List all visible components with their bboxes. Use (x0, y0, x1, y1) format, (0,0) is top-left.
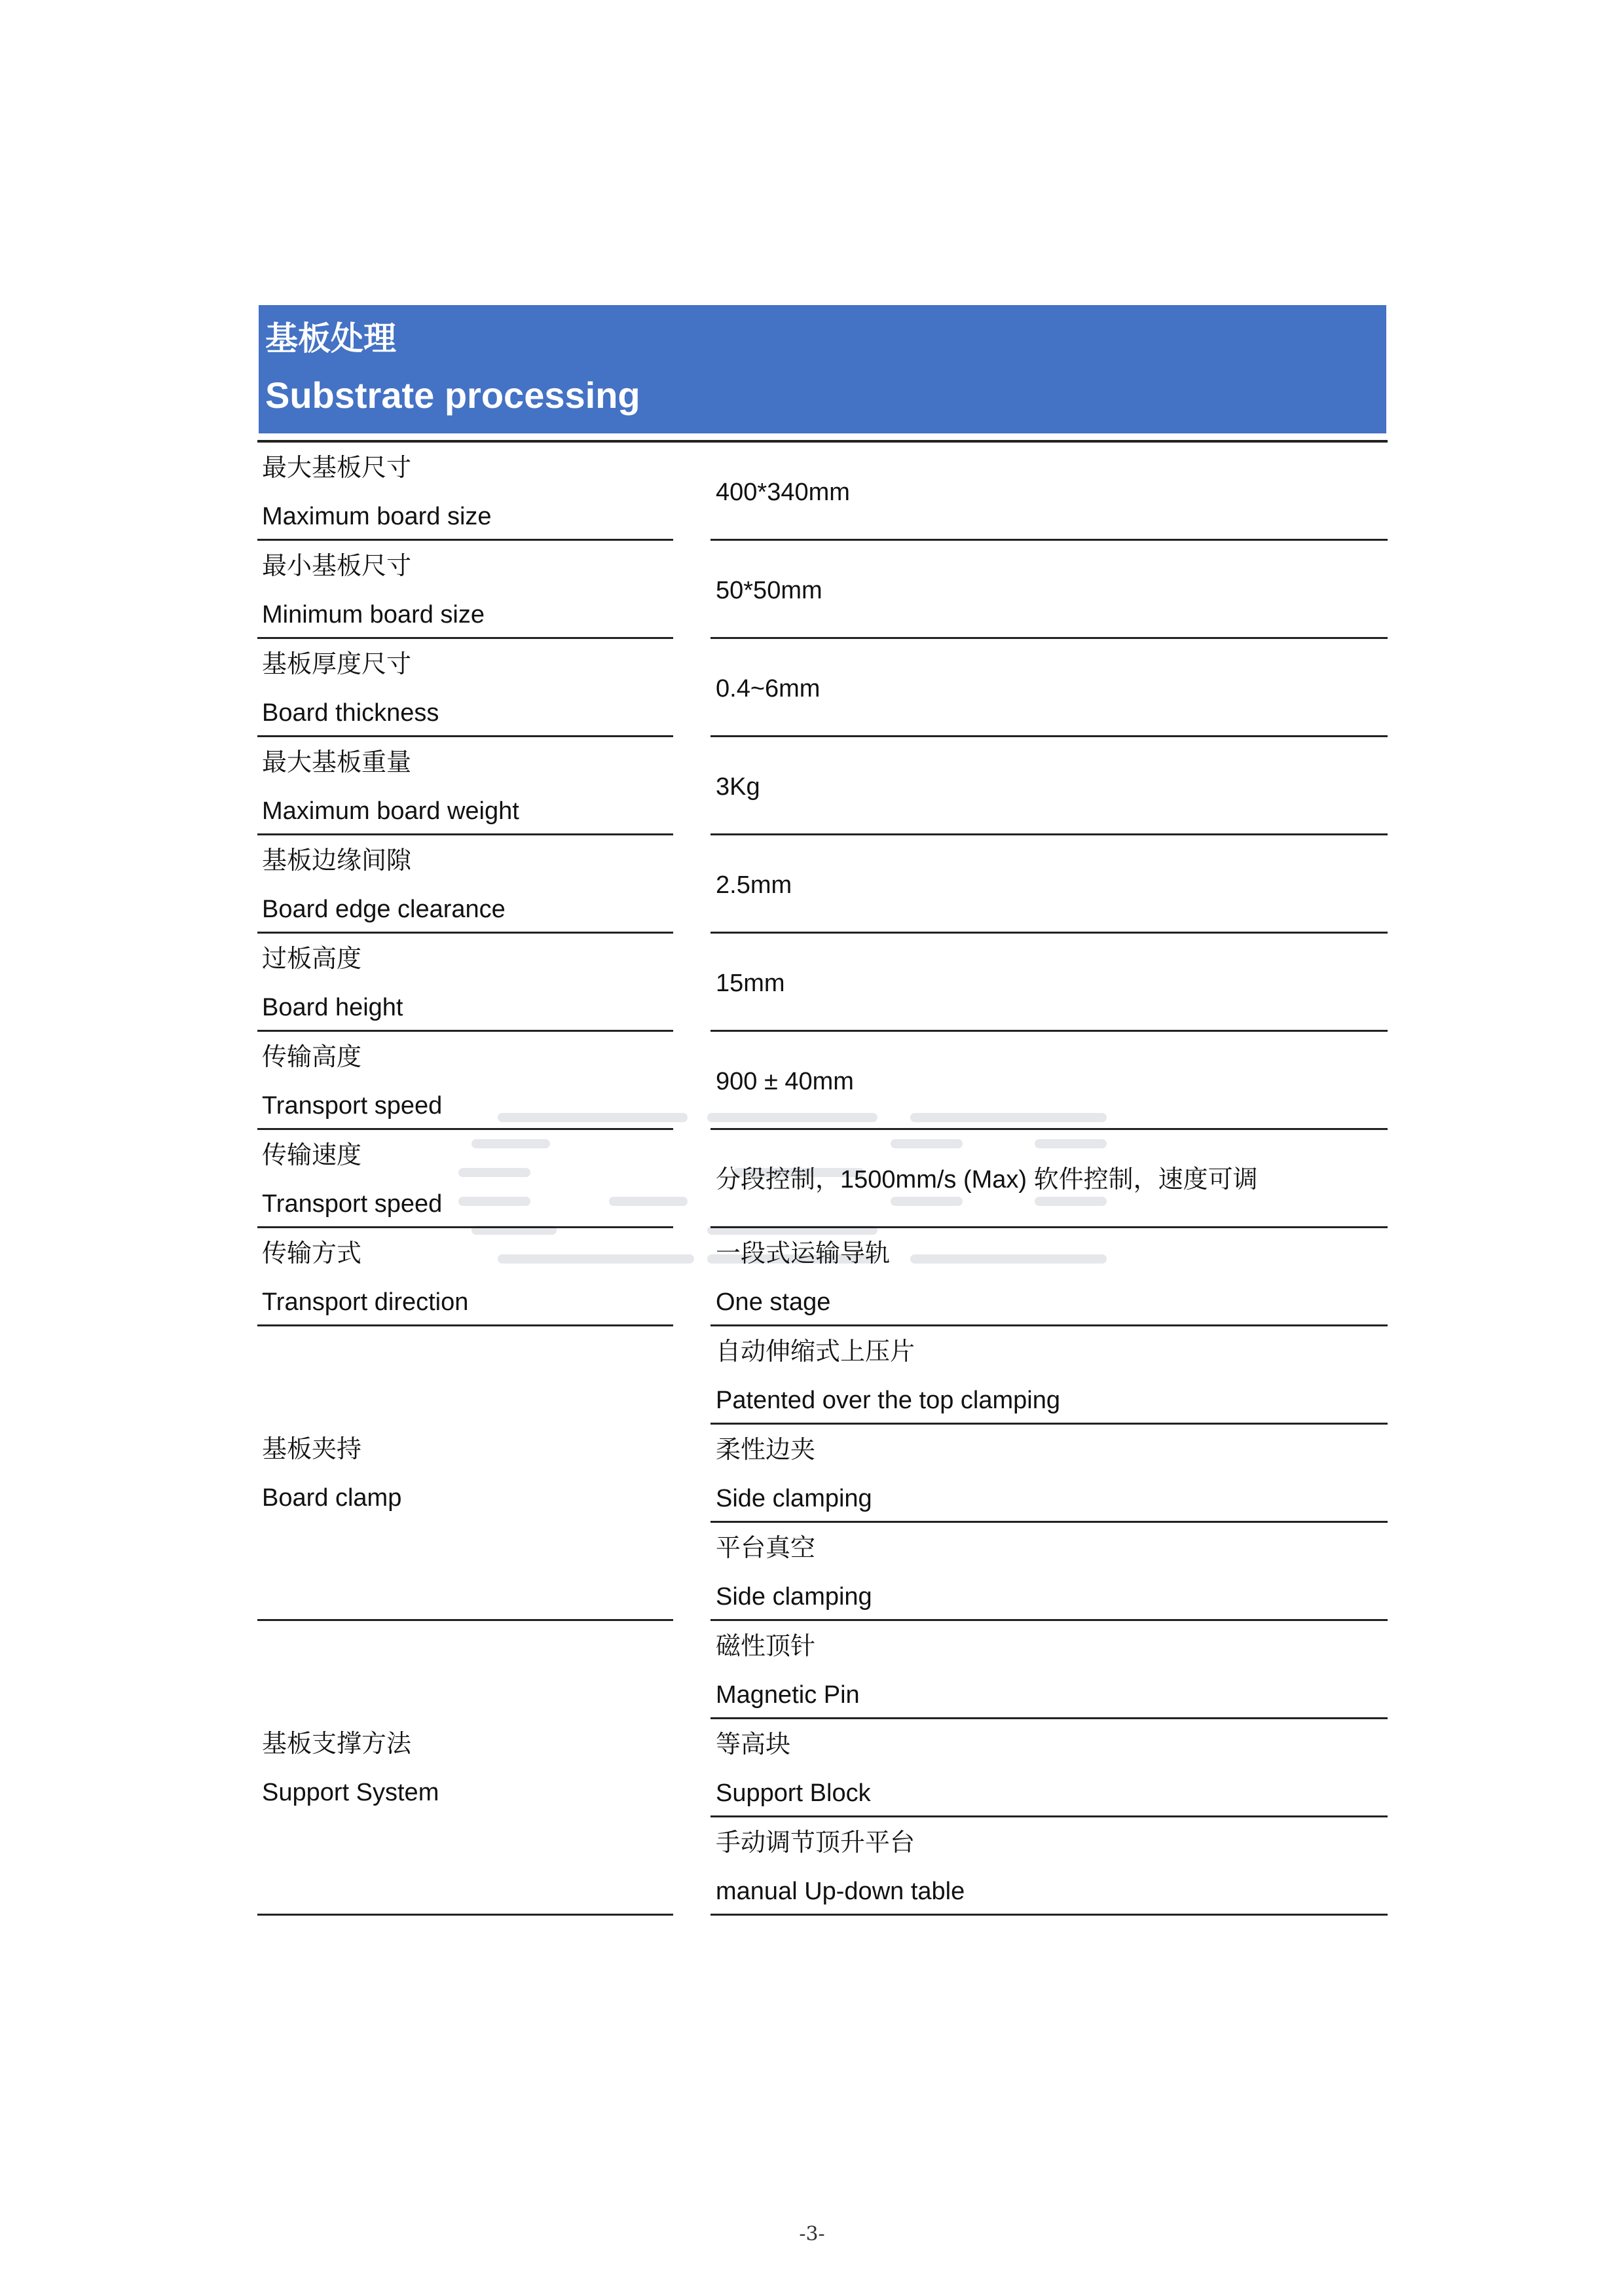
table-top-rule (257, 440, 1388, 443)
group-item-divider (710, 1815, 1388, 1817)
row-divider-right (710, 539, 1388, 541)
row-divider-left (257, 932, 673, 934)
group-item-en: Support Block (716, 1779, 871, 1807)
group-divider-left (257, 1619, 673, 1621)
group-item-en: manual Up-down table (716, 1878, 965, 1905)
row-label-zh: 最大基板重量 (262, 749, 412, 776)
row-label-zh: 传输方式 (262, 1240, 362, 1267)
row-divider-right (710, 1226, 1388, 1228)
group-item-en: Magnetic Pin (716, 1681, 860, 1709)
row-value: 400*340mm (716, 479, 850, 506)
row-label-en: Board edge clearance (262, 896, 506, 923)
row-label-zh: 传输高度 (262, 1044, 362, 1071)
row-divider-left (257, 735, 673, 737)
row-divider-left (257, 1030, 673, 1032)
row-divider-left (257, 1226, 673, 1228)
row-label-zh: 最小基板尺寸 (262, 553, 412, 580)
row-divider-right (710, 1324, 1388, 1326)
group-item-zh: 手动调节顶升平台 (716, 1829, 915, 1857)
group-item-zh: 磁性顶针 (716, 1633, 816, 1660)
row-label-en: Transport direction (262, 1288, 469, 1316)
row-divider-left (257, 833, 673, 835)
row-value: 3Kg (716, 773, 760, 801)
row-value-zh: 一段式运输导轨 (716, 1240, 891, 1267)
section-title-zh: 基板处理 (265, 320, 396, 357)
row-label-zh: 基板厚度尺寸 (262, 651, 412, 678)
row-label-en: Board thickness (262, 699, 439, 727)
group-item-divider (710, 1914, 1388, 1916)
row-label-zh: 最大基板尺寸 (262, 454, 412, 482)
group-item-zh: 平台真空 (716, 1535, 816, 1562)
row-label-en: Board height (262, 994, 403, 1021)
row-label-en: Transport speed (262, 1190, 443, 1218)
group-item-zh: 自动伸缩式上压片 (716, 1338, 915, 1366)
row-divider-right (710, 637, 1388, 639)
group-label-en: Support System (262, 1779, 439, 1806)
row-divider-right (710, 932, 1388, 934)
group-item-divider (710, 1521, 1388, 1523)
row-divider-right (710, 1030, 1388, 1032)
row-value: 2.5mm (716, 871, 792, 899)
row-divider-left (257, 637, 673, 639)
group-item-en: Side clamping (716, 1583, 872, 1611)
group-label-en: Board clamp (262, 1484, 402, 1512)
row-value: 0.4~6mm (716, 675, 821, 702)
row-label-zh: 过板高度 (262, 945, 362, 973)
row-label-zh: 基板边缘间隙 (262, 847, 412, 875)
section-title-en: Substrate processing (265, 374, 640, 416)
group-item-en: Side clamping (716, 1485, 872, 1512)
row-value: 50*50mm (716, 577, 822, 604)
group-item-en: Patented over the top clamping (716, 1387, 1061, 1414)
page-number: -3- (799, 2223, 825, 2246)
row-divider-right (710, 1128, 1388, 1130)
group-item-divider (710, 1423, 1388, 1425)
row-value: 900 ± 40mm (716, 1068, 854, 1095)
row-divider-left (257, 539, 673, 541)
group-item-divider (710, 1717, 1388, 1719)
group-label-zh: 基板支撑方法 (262, 1730, 412, 1758)
group-item-zh: 柔性边夹 (716, 1436, 816, 1464)
row-value: 15mm (716, 970, 785, 997)
row-divider-right (710, 833, 1388, 835)
row-label-en: Minimum board size (262, 601, 485, 629)
group-label-zh: 基板夹持 (262, 1436, 362, 1463)
group-item-zh: 等高块 (716, 1731, 791, 1758)
group-divider-left (257, 1914, 673, 1916)
row-label-zh: 传输速度 (262, 1142, 362, 1169)
row-label-en: Transport speed (262, 1092, 443, 1120)
row-value: 分段控制，1500mm/s (Max) 软件控制，速度可调 (716, 1166, 1258, 1194)
row-label-en: Maximum board size (262, 503, 492, 530)
section-header (259, 305, 1386, 433)
row-divider-right (710, 735, 1388, 737)
row-divider-left (257, 1324, 673, 1326)
group-item-divider (710, 1619, 1388, 1621)
row-divider-left (257, 1128, 673, 1130)
row-label-en: Maximum board weight (262, 797, 519, 825)
row-value-en: One stage (716, 1288, 831, 1316)
